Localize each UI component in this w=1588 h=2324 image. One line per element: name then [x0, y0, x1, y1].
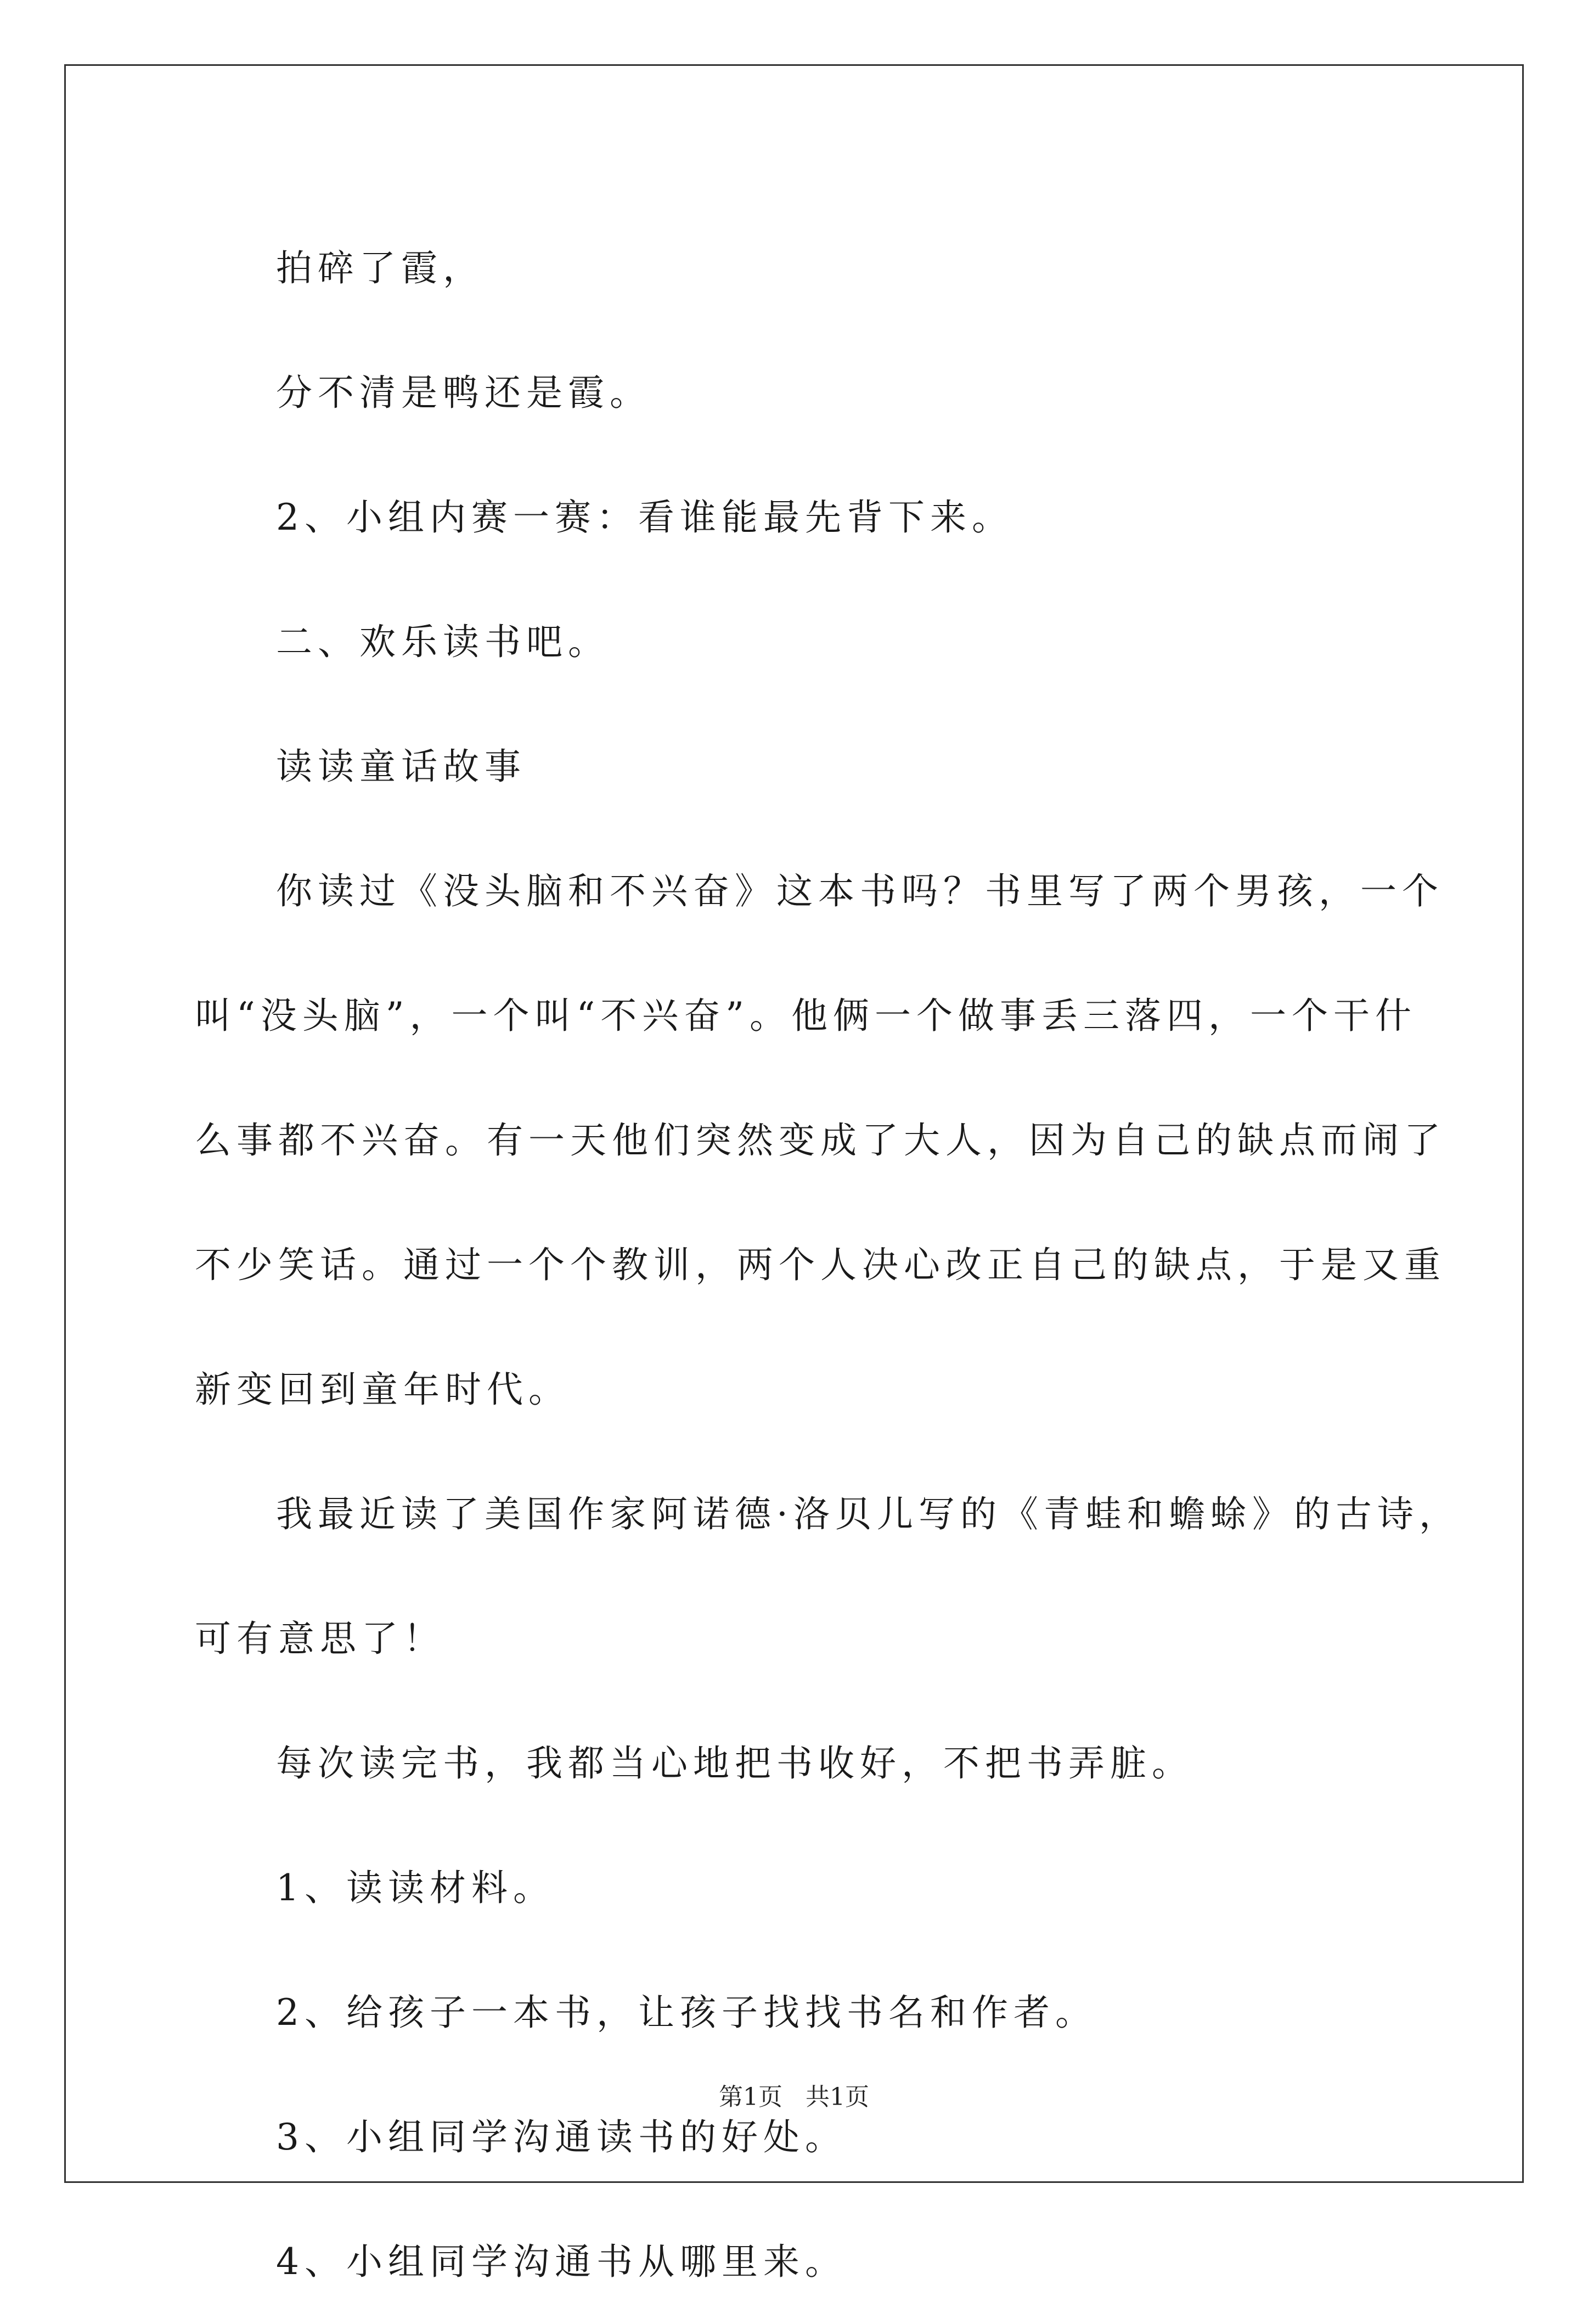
page-total: 共1页 — [805, 2083, 869, 2111]
paragraph-line: 分不清是鸭还是霞。 — [276, 372, 651, 414]
paragraph-line: 新变回到童年时代。 — [195, 1368, 570, 1411]
list-item: 3、小组同学沟通读书的好处。 — [276, 2116, 847, 2158]
list-item: 2、给孩子一本书，让孩子找找书名和作者。 — [276, 1991, 1097, 2034]
recent-reading-paragraph — [195, 1452, 1461, 1701]
paragraph-line: 么事都不兴奋。有一天他们突然变成了大人，因为自己的缺点而闹了 — [195, 1119, 1446, 1161]
list-item: 4、小组同学沟通书从哪里来。 — [276, 2241, 847, 2283]
paragraph-line: 你读过《没头脑和不兴奋》这本书吗？书里写了两个男孩，一个 — [276, 870, 1444, 912]
subsection-heading: 读读童话故事 — [276, 745, 526, 788]
paragraph-line: 2、小组内赛一赛：看谁能最先背下来。 — [276, 496, 1013, 538]
paragraph-line: 每次读完书，我都当心地把书收好，不把书弄脏。 — [276, 1742, 1193, 1784]
paragraph-line: 可有意思了！ — [195, 1618, 445, 1660]
paragraph-line: 我最近读了美国作家阿诺德·洛贝儿写的《青蛙和蟾蜍》的古诗， — [276, 1493, 1461, 1535]
document-body — [195, 206, 1461, 2324]
page-footer — [0, 2081, 1588, 2114]
section-heading: 二、欢乐读书吧。 — [276, 621, 610, 663]
story-paragraph — [195, 829, 1446, 1452]
page-number: 第1页 — [719, 2083, 783, 2111]
paragraph-line: 不少笑话。通过一个个教训，两个人决心改正自己的缺点，于是又重 — [195, 1244, 1446, 1286]
paragraph-line: 拍碎了霞， — [276, 247, 485, 289]
paragraph-line: 叫“没头脑”，一个叫“不兴奋”。他俩一个做事丢三落四，一个干什 — [195, 995, 1417, 1037]
list-item: 1、读读材料。 — [276, 1867, 555, 1909]
